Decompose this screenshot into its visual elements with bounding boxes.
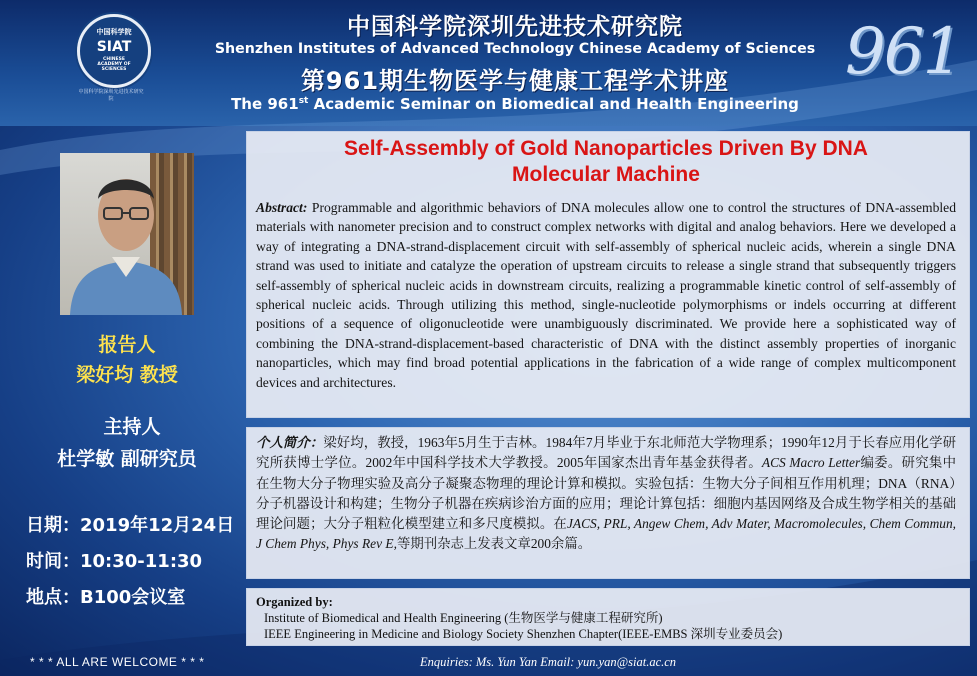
logo-main-text: SIAT: [96, 39, 132, 55]
abstract-text: Abstract: Programmable and algorithmic behaviors of DNA molecules allow one to control the structures of DNA-assembled materials with nanometer precision and to construct complex networks with digital and analog behaviors. Here we developed a way of integrating a DNA-strand-displacement circuit with self-assembly of spherical nucleic acids, wherein a single DNA strand was used to initiate and catalyze the operation of upstream circuits to release a single strand that subsequently triggers self-assembly of spherical nucleic acids in downstream circuits, realizing a programmable kinetic control of self-assembly of spherical nucleic acids. Through utilizing this method, single-nucleotide polymorphisms or indels occurring at different positions of a sequence of oligonucleotide were unambiguously discriminated. We provide here a sophisticated way of combining the DNA-strand-displacement-based characteristic of DNA with the distinct assembly properties of inorganic nanoparticles, which may find broad potential applications in the fabrication of a wide range of complex multicomponent devices and architectures.: [256, 200, 956, 390]
speaker-label: 报告人: [98, 334, 156, 356]
logo-arc-text: 中国科学院: [96, 28, 132, 36]
institute-title-en: Shenzhen Institutes of Advanced Technology Chinese Academy of Sciences: [214, 41, 816, 57]
host-label: 主持人: [103, 416, 161, 438]
logo-en-text: CHINESE ACADEMY OF SCIENCES: [97, 57, 131, 72]
organizer-text: [256, 594, 956, 642]
speaker-figure: [60, 153, 194, 315]
logo-subtitle: 中国科学院深圳先进技术研究院: [78, 89, 144, 102]
siat-logo: [77, 14, 151, 88]
speaker-name: 梁好均 教授: [76, 364, 178, 386]
host-name: 杜学敏 副研究员: [57, 448, 197, 470]
seminar-title-en: The 961st Academic Seminar on Biomedical and Health Engineering: [231, 95, 799, 113]
talk-title: Self-Assembly of Gold Nanoparticles Driven By DNA Molecular Machine: [344, 137, 868, 186]
enquiries-line: Enquiries: Ms. Yun Yan Email: yun.yan@siat.ac.cn: [420, 655, 677, 669]
organizer-label: Organized by:: [256, 595, 333, 609]
time-label: 时间：: [26, 551, 80, 572]
place-value: B100会议室: [80, 587, 186, 608]
place-label: 地点：: [26, 587, 80, 608]
abstract-label: Abstract:: [256, 200, 308, 215]
time-row: [26, 547, 202, 573]
speaker-photo: [60, 153, 194, 315]
date-value: 2019年12月24日: [80, 515, 235, 536]
organizer-line-2: IEEE Engineering in Medicine and Biology Society Shenzhen Chapter(IEEE-EMBS 深圳专业委员会): [264, 627, 783, 641]
place-row: [26, 583, 185, 609]
bio-label: 个人简介：: [256, 435, 324, 450]
organizer-line-1: Institute of Biomedical and Health Engineering (生物医学与健康工程研究所): [264, 611, 663, 625]
seminar-number: 961: [845, 15, 962, 89]
date-label: 日期：: [26, 515, 80, 536]
bio-text: 个人简介：梁好均，教授，1963年5月生于吉林。1984年7月毕业于东北师范大学物理系；1990年12月于长春应用化学研究所获博士学位。2002年中国科学技术大学教授。2005年国家杰出青年基金获得者。ACS Macro Letter编委。研究集中在生物大分子物理实验及高分子凝聚态物理的理论计算和模拟。实验包括：生物大分子间相互作用机理；DNA（RNA）分子机器设计和构建；生物分子机器在疾病诊治方面的应用；理论计算包括：细胞内基因网络及合成生物学相关的基础理论问题；大分子粗粒化模型建立和多尺度模拟。在JACS, PRL, Angew Chem, Adv Mater, Macromolecules, Chem Commun, J Chem Phys, Phys Rev E,等期刊杂志上发表文章200余篇。: [256, 435, 957, 552]
time-value: 10:30-11:30: [80, 551, 203, 572]
institute-title-cn: 中国科学院深圳先进技术研究院: [347, 14, 683, 40]
seminar-title-cn: 第961期生物医学与健康工程学术讲座: [300, 67, 730, 95]
date-row: [26, 511, 234, 537]
welcome-note: * * * ALL ARE WELCOME * * *: [30, 655, 205, 669]
